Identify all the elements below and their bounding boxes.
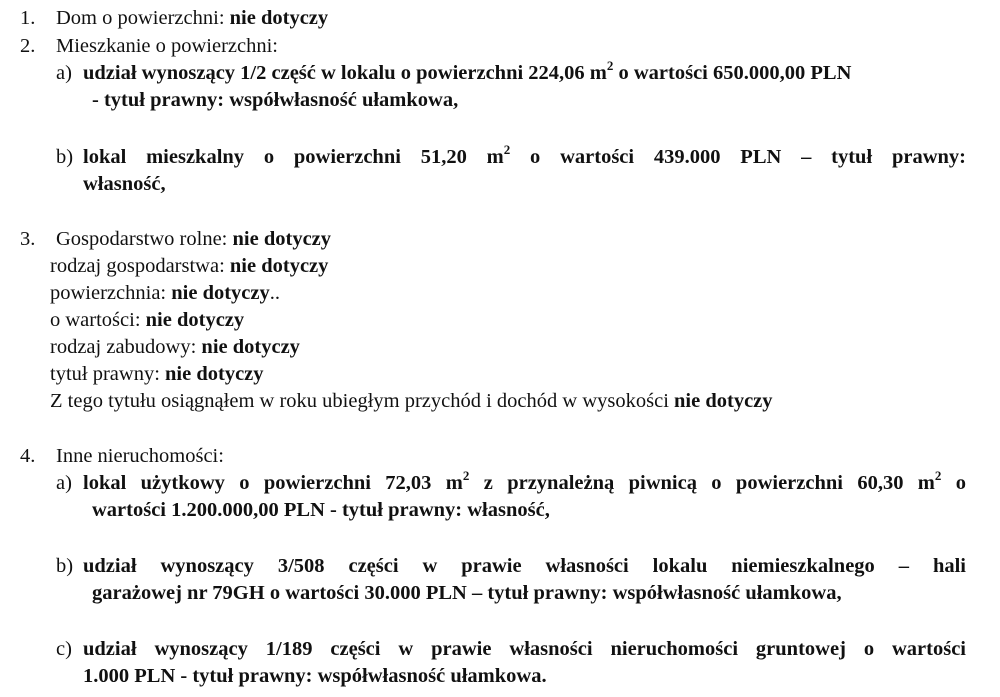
item-3-row: rodzaj gospodarstwa: nie dotyczy: [50, 255, 329, 277]
item-2b-line-1: lokal mieszkalny o powierzchni 51,20 $m^2$ o wartości 439.000 PLN – tytuł prawny:: [83, 142, 966, 168]
item-4a-letter: a): [56, 472, 72, 494]
item-3-row: powierzchnia: nie dotyczy..: [50, 282, 280, 304]
item-1-line: [56, 5, 328, 31]
item-3-number: 3.: [20, 228, 36, 250]
item-3-row: tytuł prawny: nie dotyczy: [50, 363, 264, 385]
item-3-row: Gospodarstwo rolne: nie dotyczy: [56, 228, 332, 250]
item-4b-line-2: garażowej nr 79GH o wartości 30.000 PLN – tytuł prawny: współwłasność ułamkowa,: [92, 582, 842, 604]
item-3-row: rodzaj zabudowy: nie dotyczy: [50, 336, 300, 358]
item-4c-line-2: 1.000 PLN - tytuł prawny: współwłasność ułamkowa.: [83, 665, 547, 687]
item-4b-line-1: udział wynoszący 3/508 części w prawie własności lokalu niemieszkalnego – hali: [83, 555, 966, 577]
item-2b-line-2: własność,: [83, 173, 166, 195]
item-1-label: Dom o powierzchni:: [56, 7, 230, 29]
item-2b-letter: b): [56, 146, 74, 168]
item-4-number: 4.: [20, 445, 36, 467]
item-2a-letter: a): [56, 62, 72, 84]
item-4c-letter: c): [56, 638, 72, 660]
item-2a-line-1: udział wynoszący 1/2 część w lokalu o powierzchni 224,06 $m^2$ o wartości 650.000,00 PLN: [83, 58, 852, 84]
item-2-number: 2.: [20, 35, 36, 57]
item-4b-letter: b): [56, 555, 74, 577]
item-4-label: Inne nieruchomości:: [56, 445, 224, 467]
item-3-row: o wartości: nie dotyczy: [50, 309, 245, 331]
item-2-label: Mieszkanie o powierzchni:: [56, 35, 279, 57]
item-4c-line-1: udział wynoszący 1/189 części w prawie własności nieruchomości gruntowej o wartości: [83, 638, 966, 660]
item-3-row: Z tego tytułu osiągnąłem w roku ubiegłym przychód i dochód w wysokości nie dotyczy: [50, 390, 773, 412]
item-4a-line-2: wartości 1.200.000,00 PLN - tytuł prawny: własność,: [92, 499, 550, 521]
item-1-number: 1.: [20, 7, 36, 29]
item-1-value: nie dotyczy: [229, 7, 329, 29]
item-4a-line-1: lokal użytkowy o powierzchni 72,03 $m^2$ z przynależną piwnicą o powierzchni 60,30 $m^2$ o: [83, 468, 966, 494]
item-2a-line-2: - tytuł prawny: współwłasność ułamkowa,: [92, 89, 459, 111]
